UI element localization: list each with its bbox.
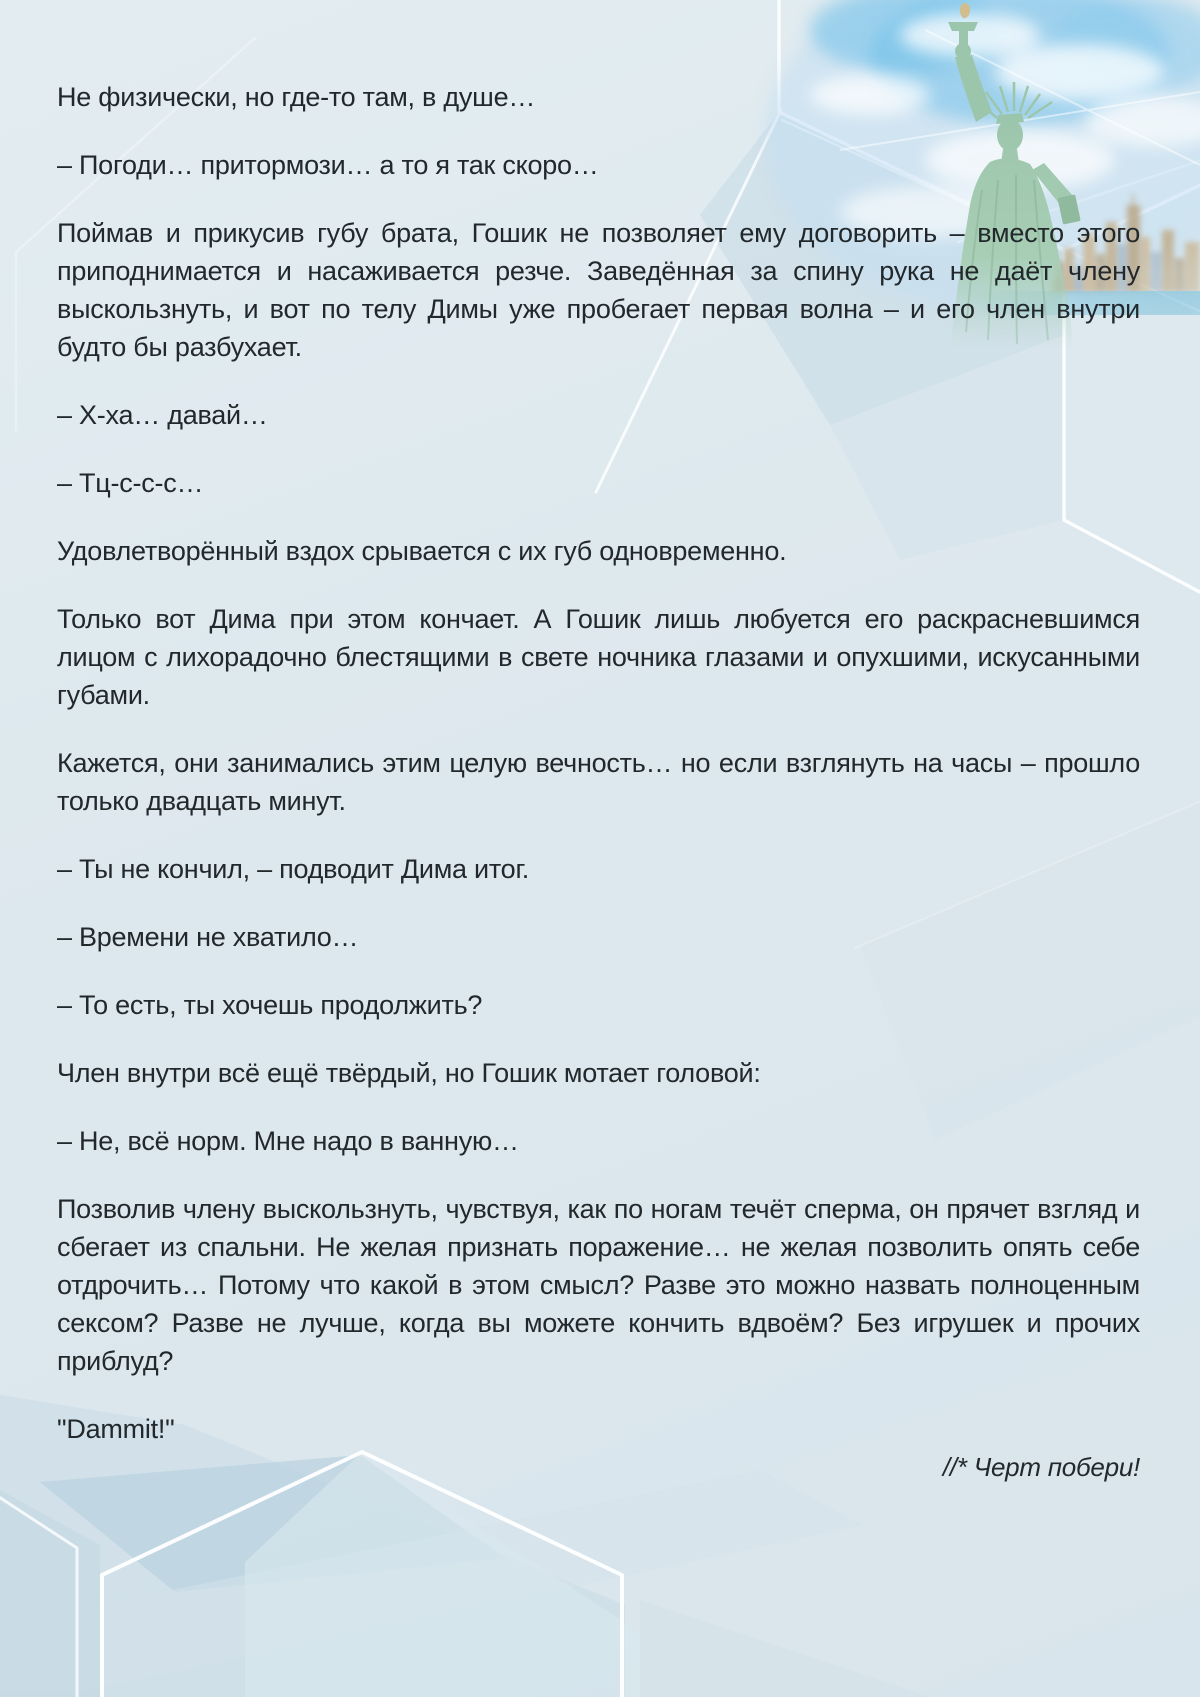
narrative-paragraph: Кажется, они занимались этим целую вечность… но если взглянуть на часы – прошло только двадцать минут.: [57, 748, 1140, 816]
narrative-paragraph: Не физически, но где-то там, в душе…: [57, 82, 536, 112]
dialogue-paragraph: – Х-ха… давай…: [57, 400, 268, 430]
narrative-paragraph: Удовлетворённый вздох срывается с их губ одновременно.: [57, 536, 787, 566]
narrative-paragraph: Поймав и прикусив губу брата, Гошик не позволяет ему договорить – вместо этого приподнимается и насаживается резче. Заведённая за спину рука не даёт члену выскользнуть, и вот по телу Димы уже пробегает первая волна – и его член внутри будто бы разбухает.: [57, 218, 1140, 362]
narrative-paragraph: Позволив члену выскользнуть, чувствуя, как по ногам течёт сперма, он прячет взгляд и сбегает из спальни. Не желая признать поражение… не желая позволить опять себе отдрочить… Потому что какой в этом смысл? Разве это можно назвать полноценным сексом? Разве не лучше, когда вы можете кончить вдвоём? Без игрушек и прочих приблуд?: [57, 1194, 1140, 1376]
narrative-paragraph: Член внутри всё ещё твёрдый, но Гошик мотает головой:: [57, 1058, 761, 1088]
dialogue-paragraph: – Не, всё норм. Мне надо в ванную…: [57, 1126, 519, 1156]
dialogue-paragraph: – Ты не кончил, – подводит Дима итог.: [57, 854, 530, 884]
narrative-paragraph: Только вот Дима при этом кончает. А Гошик лишь любуется его раскрасневшимся лицом с лихорадочно блестящими в свете ночника глазами и опухшими, искусанными губами.: [57, 604, 1140, 710]
cube-face: [640, 1600, 930, 1697]
dialogue-paragraph: – То есть, ты хочешь продолжить?: [57, 990, 483, 1020]
quote-paragraph: "Dammit!": [57, 1414, 175, 1444]
dialogue-paragraph: – Тц-с-с-с…: [57, 468, 204, 498]
story-text: [57, 78, 1140, 1486]
translation-footnote: //* Черт побери!: [942, 1452, 1140, 1482]
dialogue-paragraph: – Времени не хватило…: [57, 922, 359, 952]
dialogue-paragraph: – Погоди… притормози… а то я так скоро…: [57, 150, 599, 180]
